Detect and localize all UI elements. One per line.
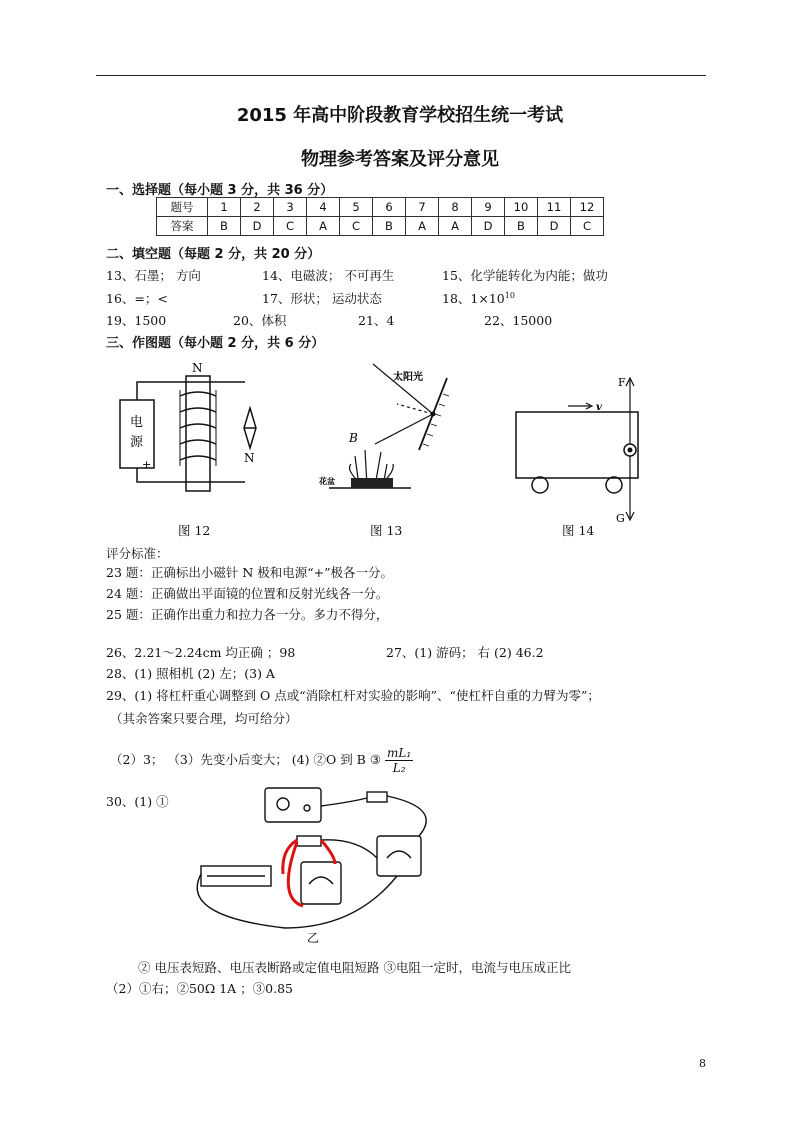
answer-30-line3: （2）①右；②50Ω 1A ；③0.85	[106, 981, 293, 996]
figure-13-mirror	[315, 360, 465, 495]
label-n-top: N	[192, 361, 203, 375]
question-number-cell: 11	[538, 198, 571, 217]
fill-21: 21、4	[358, 313, 395, 328]
answer-cell: C	[571, 217, 604, 236]
fill-19: 19、1500	[106, 313, 167, 328]
cart-body	[516, 412, 638, 478]
answer-cell: B	[208, 217, 241, 236]
answer-cell: D	[538, 217, 571, 236]
question-number-cell: 9	[472, 198, 505, 217]
question-header: 题号	[157, 198, 208, 217]
caption-fig12: 图 12	[178, 523, 211, 538]
question-row	[157, 198, 604, 217]
question-number-cell: 1	[208, 198, 241, 217]
criteria-23: 23 题：正确标出小磁针 N 极和电源“+”极各一分。	[106, 565, 394, 580]
answer-28: 28、(1) 照相机 (2) 左；(3) A	[106, 666, 275, 681]
answer-29-line3-text: （2）3； （3）先变小后变大； (4) ②O 到 B ③	[110, 752, 382, 767]
question-number-cell: 8	[439, 198, 472, 217]
exam-subtitle: 物理参考答案及评分意见	[301, 149, 499, 170]
label-b: B	[349, 431, 358, 445]
cart-wheel-left	[532, 477, 548, 493]
figure-12-electromagnet	[110, 360, 280, 500]
label-source-1: 电	[130, 415, 144, 430]
answer-cell: D	[241, 217, 274, 236]
question-number-cell: 10	[505, 198, 538, 217]
answer-29-line3	[110, 746, 413, 775]
answer-30-label: 30、(1) ①	[106, 794, 169, 809]
cart-wheel-right	[606, 477, 622, 493]
resistor	[297, 836, 321, 846]
label-f: F	[618, 376, 626, 389]
fill-20: 20、体积	[233, 313, 287, 328]
label-source-2: 源	[130, 435, 144, 450]
top-rule	[96, 75, 706, 76]
label-ground: 花盆	[319, 477, 335, 486]
fill-15: 15、化学能转化为内能；做功	[442, 268, 608, 283]
fill-13: 13、石墨； 方向	[106, 268, 201, 283]
label-circuit-yi: 乙	[307, 931, 320, 945]
criteria-24: 24 题：正确做出平面镜的位置和反射光线各一分。	[106, 586, 389, 601]
fill-17: 17、形状； 运动状态	[262, 291, 382, 306]
flower-pot	[351, 478, 393, 488]
fill-16: 16、=；<	[106, 291, 168, 306]
fraction-ml-over-l	[385, 746, 413, 775]
question-number-cell: 12	[571, 198, 604, 217]
fill-18-base: 18、1×10	[442, 291, 505, 306]
fill-14: 14、电磁波； 不可再生	[262, 268, 395, 283]
question-number-cell: 7	[406, 198, 439, 217]
question-number-cell: 2	[241, 198, 274, 217]
answer-30-line2: ② 电压表短路、电压表断路或定值电阻短路 ③电阻一定时，电流与电压成正比	[138, 960, 571, 975]
answer-cell: B	[505, 217, 538, 236]
fraction-numerator: mL₁	[387, 746, 412, 760]
ammeter	[377, 836, 421, 876]
switch	[367, 792, 387, 802]
label-n-compass: N	[244, 451, 255, 465]
figure-circuit	[185, 778, 445, 946]
section3-heading: 三、作图题（每小题 2 分，共 6 分）	[106, 336, 325, 351]
label-sunlight: 太阳光	[393, 372, 423, 383]
question-number-cell: 6	[373, 198, 406, 217]
answer-29-line2: （其余答案只要合理，均可给分）	[110, 711, 298, 726]
answer-27: 27、(1) 游码； 右 (2) 46.2	[386, 645, 544, 660]
red-wires	[283, 840, 335, 906]
answer-cell: D	[472, 217, 505, 236]
exam-title: 2015 年高中阶段教育学校招生统一考试	[236, 105, 564, 126]
voltmeter	[301, 862, 341, 904]
fraction-denominator: L₂	[392, 761, 406, 775]
answer-table	[156, 197, 604, 236]
figure-14-cart	[510, 372, 650, 524]
page-number: 8	[699, 1057, 706, 1070]
answer-cell: C	[340, 217, 373, 236]
answer-cell: A	[307, 217, 340, 236]
answer-cell: A	[439, 217, 472, 236]
criteria-25: 25 题：正确作出重力和拉力各一分。多力不得分，	[106, 607, 389, 622]
caption-fig14: 图 14	[562, 523, 595, 538]
power-supply	[265, 788, 321, 822]
question-number-cell: 5	[340, 198, 373, 217]
reflected-ray	[375, 414, 433, 444]
section1-heading: 一、选择题（每小题 3 分，共 36 分）	[106, 183, 334, 198]
fill-22: 22、15000	[484, 313, 553, 328]
section2-heading: 二、填空题（每题 2 分，共 20 分）	[106, 247, 321, 262]
answer-header: 答案	[157, 217, 208, 236]
label-plus: +	[142, 458, 152, 471]
answer-29-line1: 29、(1) 将杠杆重心调整到 O 点或“消除杠杆对实验的影响”、“使杠杆自重的力臂为零”；	[106, 688, 600, 703]
label-g: G	[616, 512, 625, 524]
question-number-cell: 4	[307, 198, 340, 217]
fill-18	[442, 289, 515, 307]
answer-cell: C	[274, 217, 307, 236]
answer-row	[157, 217, 604, 236]
caption-fig13: 图 13	[370, 523, 403, 538]
answer-cell: A	[406, 217, 439, 236]
label-v: v	[596, 402, 602, 413]
answer-26: 26、2.21～2.24cm 均正确 ；98	[106, 645, 296, 660]
fill-18-exponent: 10	[504, 290, 515, 300]
criteria-title: 评分标准：	[106, 546, 169, 561]
mirror-point	[431, 412, 436, 417]
answer-cell: B	[373, 217, 406, 236]
question-number-cell: 3	[274, 198, 307, 217]
